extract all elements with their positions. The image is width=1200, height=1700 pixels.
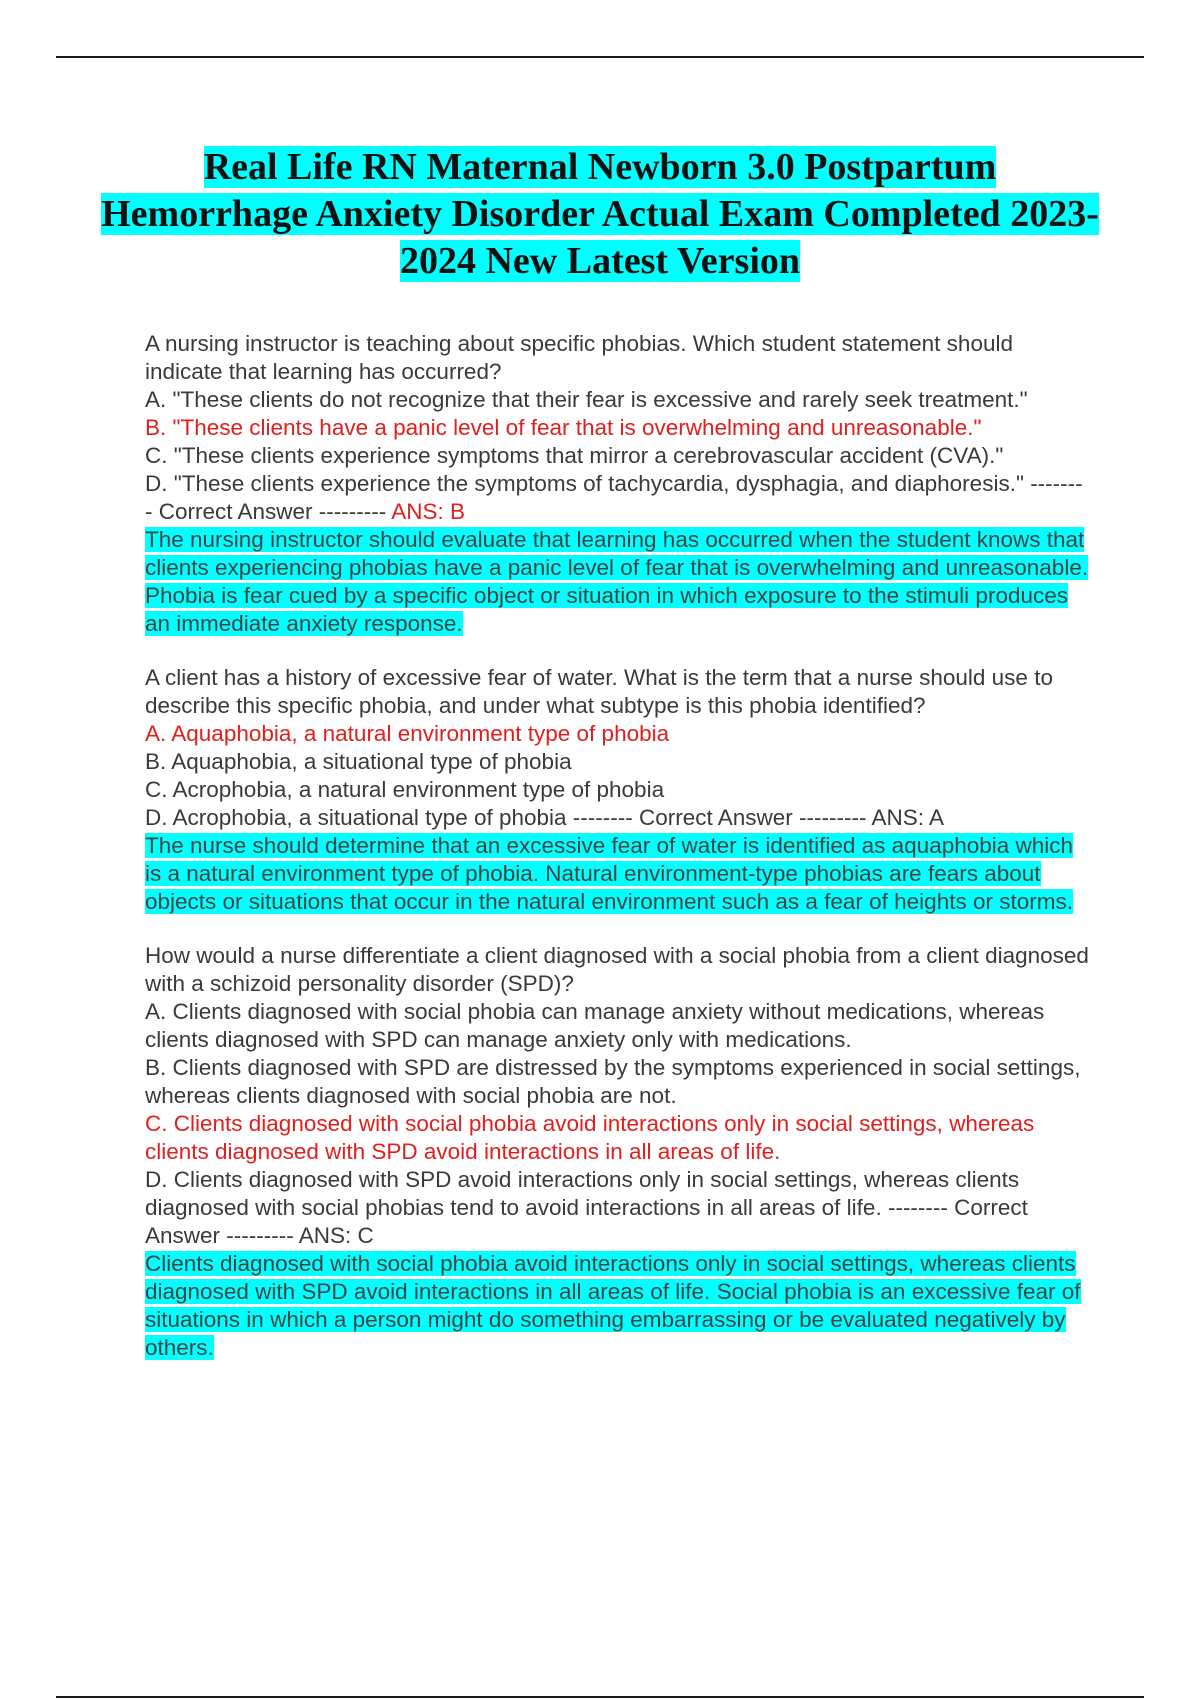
question-block — [145, 330, 1090, 638]
option-d: D. Acrophobia, a situational type of phobia — [145, 805, 567, 830]
top-rule — [56, 56, 1144, 58]
bottom-rule — [56, 1696, 1144, 1698]
question-block — [145, 942, 1090, 1362]
option-d-with-answer — [145, 1166, 1090, 1250]
option-a-correct: A. Aquaphobia, a natural environment type of phobia — [145, 721, 670, 746]
option-b: B. Clients diagnosed with SPD are distressed by the symptoms experienced in social settings, whereas clients diagnosed with social phobia are not. — [145, 1055, 1081, 1108]
rationale — [145, 832, 1090, 916]
question-stem: A nursing instructor is teaching about specific phobias. Which student statement should indicate that learning has occurred? — [145, 331, 1013, 384]
option-b-correct: B. "These clients have a panic level of fear that is overwhelming and unreasonable." — [145, 415, 982, 440]
option-c: C. Acrophobia, a natural environment type of phobia — [145, 777, 665, 802]
option-a: A. "These clients do not recognize that their fear is excessive and rarely seek treatment." — [145, 387, 1028, 412]
rationale — [145, 526, 1090, 638]
option-b: B. Aquaphobia, a situational type of phobia — [145, 749, 572, 774]
rationale-text: The nurse should determine that an excessive fear of water is identified as aquaphobia which is a natural environment type of phobia. Natural environment-type phobias are fears about objects or situations that occur in the natural environment such as a fear of heights or storms. — [145, 833, 1074, 914]
option-c-correct: C. Clients diagnosed with social phobia avoid interactions only in social settings, whereas clients diagnosed with SPD avoid interactions in all areas of life. — [145, 1111, 1035, 1164]
option-d: D. Clients diagnosed with SPD avoid interactions only in social settings, whereas clients diagnosed with social phobias tend to avoid interactions in all areas of life. — [145, 1167, 1020, 1220]
question-stem: A client has a history of excessive fear of water. What is the term that a nurse should use to describe this specific phobia, and under what subtype is this phobia identified? — [145, 665, 1053, 718]
document-body — [145, 330, 1090, 1388]
answer-key: ANS: B — [391, 499, 466, 524]
option-a: A. Clients diagnosed with social phobia can manage anxiety without medications, whereas clients diagnosed with SPD can manage anxiety only with medications. — [145, 999, 1045, 1052]
option-c: C. "These clients experience symptoms that mirror a cerebrovascular accident (CVA)." — [145, 443, 1004, 468]
rationale-text: The nursing instructor should evaluate that learning has occurred when the student knows that clients experiencing phobias have a panic level of fear that is overwhelming and unreasonable. Phobia is fear cued by a specific object or situation in which exposure to the stimuli produces an immediate anxiety response. — [145, 527, 1089, 636]
page-title — [100, 144, 1100, 285]
question-block — [145, 664, 1090, 916]
answer-separator: -------- Correct Answer --------- — [145, 471, 1083, 524]
question-stem: How would a nurse differentiate a client diagnosed with a social phobia from a client diagnosed with a schizoid personality disorder (SPD)? — [145, 943, 1089, 996]
answer-key: ANS: C — [298, 1223, 374, 1248]
page-title-text: Real Life RN Maternal Newborn 3.0 Postpartum Hemorrhage Anxiety Disorder Actual Exam Completed 2023-2024 New Latest Version — [101, 146, 1099, 282]
answer-separator: -------- Correct Answer --------- — [566, 805, 872, 830]
option-d-with-answer — [145, 470, 1090, 526]
rationale-text: Clients diagnosed with social phobia avoid interactions only in social settings, whereas clients diagnosed with SPD avoid interactions in all areas of life. Social phobia is an excessive fear of situations in which a person might do something embarrassing or be evaluated negatively by others. — [145, 1251, 1081, 1360]
option-d: D. "These clients experience the symptoms of tachycardia, dysphagia, and diaphoresis." — [145, 471, 1024, 496]
answer-key: ANS: A — [871, 805, 945, 830]
option-d-with-answer — [145, 804, 1090, 832]
rationale — [145, 1250, 1090, 1362]
answer-separator: -------- Correct Answer --------- — [145, 1195, 1028, 1248]
